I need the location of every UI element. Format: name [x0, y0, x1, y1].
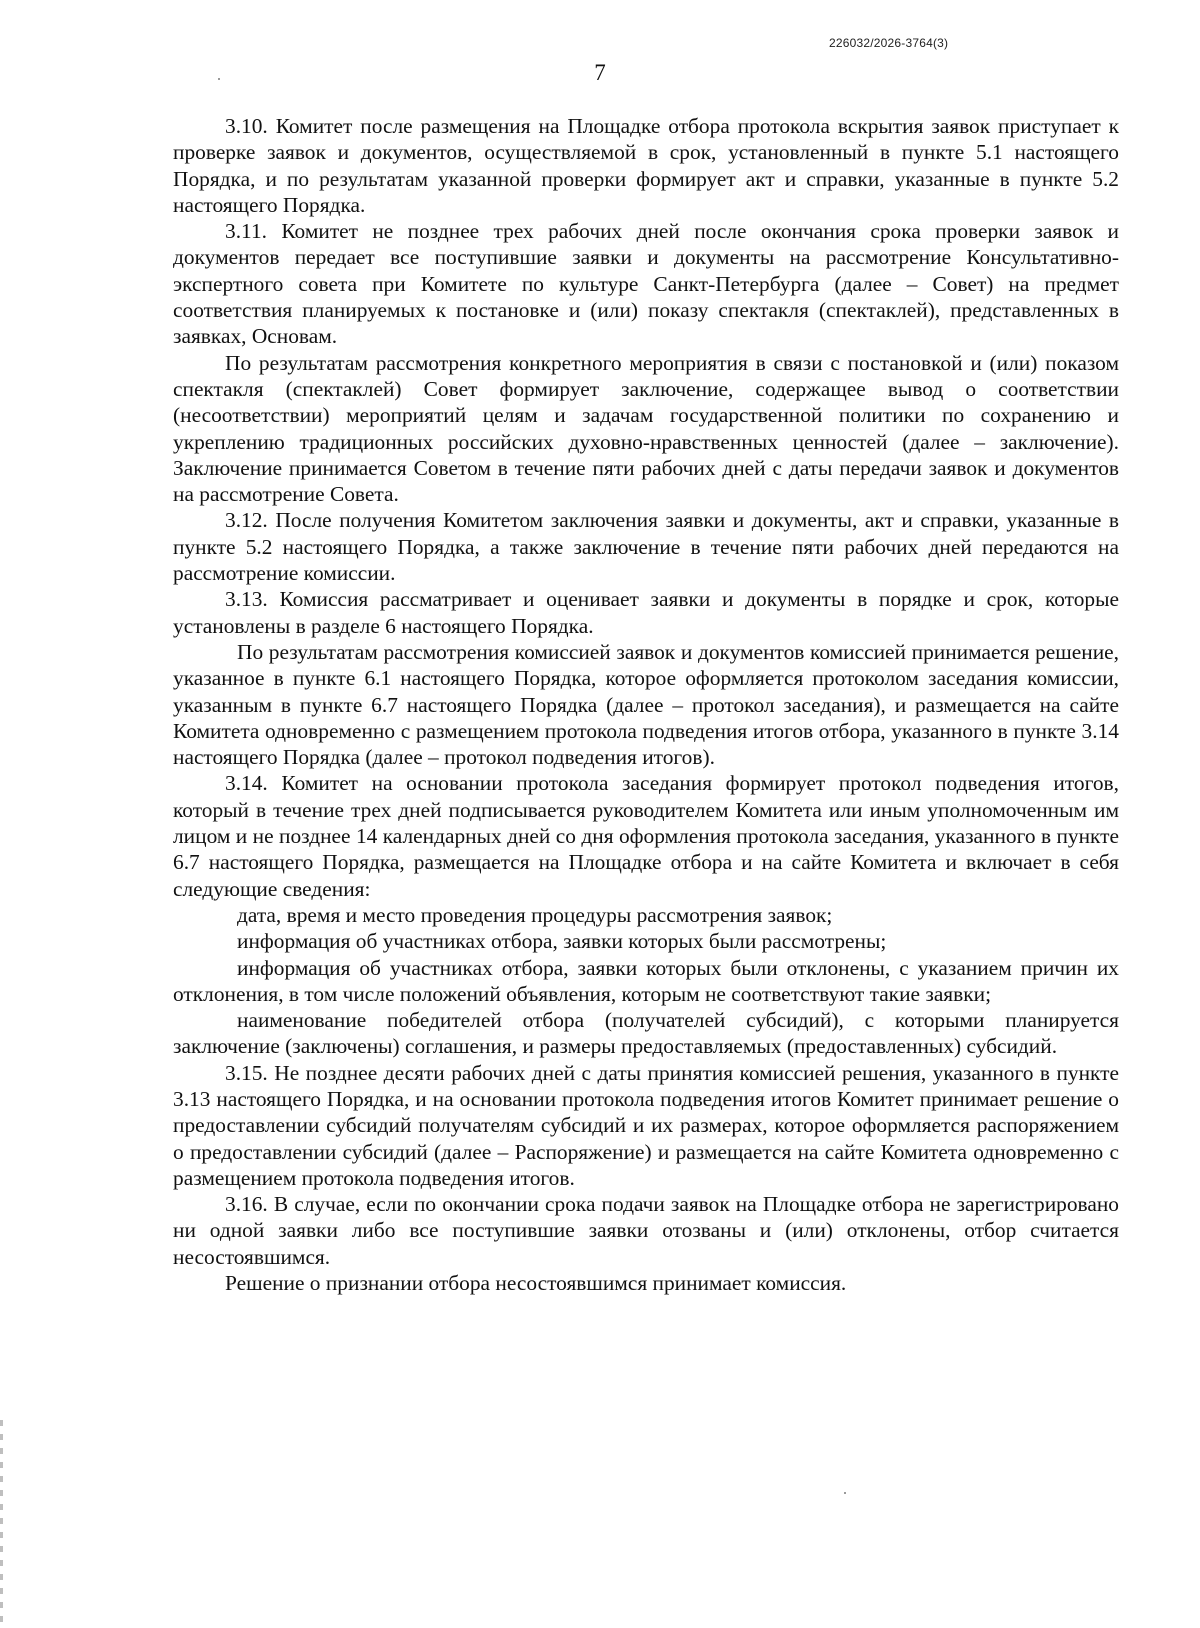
list-item: дата, время и место проведения процедуры рассмотрения заявок;: [237, 902, 833, 927]
paragraph-3-13: 3.13. Комиссия рассматривает и оценивает заявки и документы в порядке и срок, которые установлены в разделе 6 настоящего Порядка.: [173, 587, 1119, 638]
paragraph-3-15: 3.15. Не позднее десяти рабочих дней с даты принятия комиссией решения, указанного в пункте 3.13 настоящего Порядка, и на основании протокола подведения итогов Комитет принимает решение о предоставлении субсидий получателям субсидий и их размерах, которое оформляется распоряжением о предоставлении субсидий (далее – Распоряжение) и размещается на сайте Комитета одновременно с размещением протокола подведения итогов.: [173, 1060, 1119, 1190]
page-number: 7: [594, 60, 606, 85]
scan-speck: [218, 78, 220, 80]
paragraph-3-10: 3.10. Комитет после размещения на Площадке отбора протокола вскрытия заявок приступает к проверке заявок и документов, осуществляемой в срок, установленный в пункте 5.1 настоящего Порядка, и по результатам указанной проверки формирует акт и справки, указанные в пункте 5.2 настоящего Порядка.: [173, 114, 1119, 217]
list-item: информация об участниках отбора, заявки которых были отклонены, с указанием причин их отклонения, в том числе положений объявления, которым не соответствуют такие заявки;: [173, 955, 1119, 1006]
scan-speck: [844, 1492, 846, 1494]
paragraph-3-16: 3.16. В случае, если по окончании срока подачи заявок на Площадке отбора не зарегистрировано ни одной заявки либо все поступившие заявки отозваны и (или) отклонены, отбор считается несостоявшимся.: [173, 1192, 1119, 1269]
paragraph-council-conclusion: По результатам рассмотрения конкретного мероприятия в связи с постановкой и (или) показом спектакля (спектаклей) Совет формирует заключение, содержащее вывод о соответствии (несоответствии) мероприятий целям и задачам государственной политики по сохранению и укреплению традиционных российских духовно-нравственных ценностей (далее – заключение). Заключение принимается Советом в течение пяти рабочих дней с даты передачи заявок и документов на рассмотрение Совета.: [173, 350, 1119, 507]
paragraph-3-11: 3.11. Комитет не позднее трех рабочих дней после окончания срока проверки заявок и документов передает все поступившие заявки и документы на рассмотрение Консультативно-экспертного совета при Комитете по культуре Санкт-Петербурга (далее – Совет) на предмет соответствия планируемых к постановке и (или) показу спектакля (спектаклей), представленных в заявках, Основам.: [173, 219, 1119, 349]
scan-edge-artifact: [0, 1420, 3, 1628]
paragraph-commission-decision: По результатам рассмотрения комиссией заявок и документов комиссией принимается решение, указанное в пункте 6.1 настоящего Порядка, которое оформляется протоколом заседания комиссии, указанным в пункте 6.7 настоящего Порядка (далее – протокол заседания), и размещается на сайте Комитета одновременно с размещением протокола подведения итогов отбора, указанного в пункте 3.14 настоящего Порядка (далее – протокол подведения итогов).: [173, 639, 1119, 770]
paragraph-failed-selection: Решение о признании отбора несостоявшимся принимает комиссия.: [225, 1271, 847, 1296]
paragraph-3-12: 3.12. После получения Комитетом заключения заявки и документы, акт и справки, указанные в пункте 5.2 настоящего Порядка, а также заключение в течение пяти рабочих дней передаются на рассмотрение комиссии.: [173, 508, 1119, 586]
list-item: наименование победителей отбора (получателей субсидий), с которыми планируется заключение (заключены) соглашения, и размеры предоставляемых (предоставленных) субсидий.: [173, 1008, 1119, 1059]
document-registration-number: 226032/2026-3764(3): [829, 36, 949, 50]
paragraph-3-14: 3.14. Комитет на основании протокола заседания формирует протокол подведения итогов, который в течение трех дней подписывается руководителем Комитета или иным уполномоченным им лицом и не позднее 14 календарных дней со дня оформления протокола заседания, указанного в пункте 6.7 настоящего Порядка, размещается на Площадке отбора и на сайте Комитета и включает в себя следующие сведения:: [173, 771, 1119, 901]
list-item: информация об участниках отбора, заявки которых были рассмотрены;: [237, 929, 887, 954]
document-body: [173, 113, 1119, 1296]
